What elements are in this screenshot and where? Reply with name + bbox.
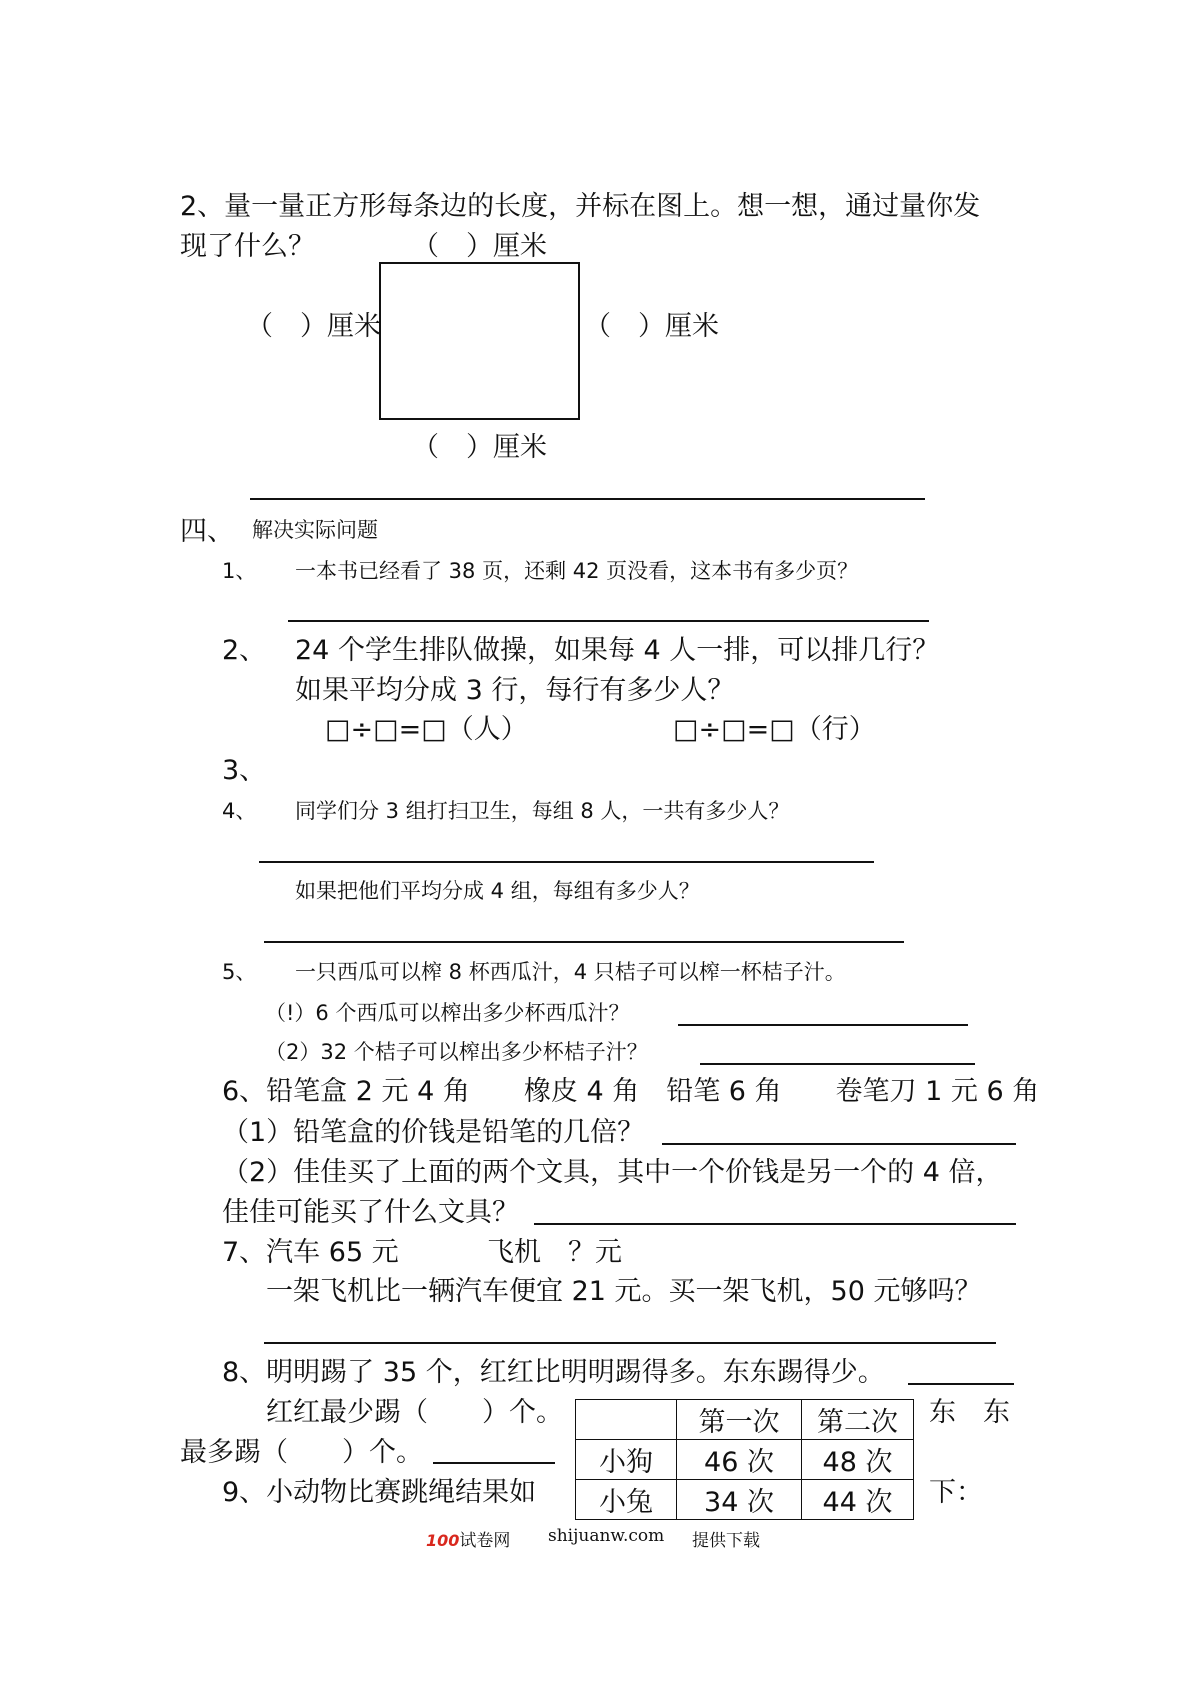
p9-text-end: 下： [929, 1477, 983, 1508]
p5-sub2-answer-line [700, 1063, 975, 1065]
footer-domain: shijuanw.com [548, 1526, 665, 1546]
p4-text-line1: 同学们分 3 组打扫卫生，每组 8 人，一共有多少人？ [295, 799, 790, 823]
p2-text-line1: 24 个学生排队做操，如果每 4 人一排，可以排几行？ [295, 635, 940, 666]
p3-number: 3、 [222, 755, 267, 786]
square-top-label: （ ）厘米 [412, 231, 547, 262]
table-cell: 46 次 [677, 1440, 802, 1480]
p7-question: 一架飞机比一辆汽车便宜 21 元。买一架飞机，50 元够吗？ [266, 1276, 982, 1307]
p6-sub2-line1: （2）佳佳买了上面的两个文具，其中一个价钱是另一个的 4 倍， [222, 1157, 1003, 1188]
p2-number: 2、 [222, 635, 267, 666]
table-cell: 44 次 [802, 1480, 914, 1520]
p2-formula-people: □÷□=□（人） [325, 714, 528, 745]
square-right-label: （ ）厘米 [584, 311, 719, 342]
p6-prices: 6、铅笔盒 2 元 4 角 橡皮 4 角 铅笔 6 角 卷笔刀 1 元 6 角 [222, 1076, 1040, 1107]
table-row [576, 1440, 914, 1480]
q2-text-line2: 现了什么？ [180, 231, 315, 262]
table-cell: 34 次 [677, 1480, 802, 1520]
table-header-cell: 第二次 [802, 1400, 914, 1440]
p9-text: 9、小动物比赛跳绳结果如 [222, 1477, 537, 1508]
table-cell: 48 次 [802, 1440, 914, 1480]
p4-text-line2: 如果把他们平均分成 4 组，每组有多少人？ [295, 879, 700, 903]
p1-number: 1、 [222, 559, 257, 583]
p5-sub1-answer-line [678, 1024, 968, 1026]
p8-text-line2-right: 东 东 [929, 1397, 1010, 1428]
p8-answer-line1 [908, 1383, 1014, 1385]
p1-text: 一本书已经看了 38 页，还剩 42 页没看，这本书有多少页？ [295, 559, 859, 583]
p7-car-price: 7、汽车 65 元 [222, 1237, 399, 1268]
section-title: 解决实际问题 [252, 518, 378, 542]
table-header-row [576, 1400, 914, 1440]
table-header-cell [576, 1400, 677, 1440]
p4-answer-line1 [259, 861, 874, 863]
table-header-cell: 第一次 [677, 1400, 802, 1440]
table-cell: 小兔 [576, 1480, 677, 1520]
p6-sub2-line2: 佳佳可能买了什么文具？ [222, 1197, 519, 1228]
section-number: 四、 [180, 516, 234, 547]
p7-plane-price: 飞机 ？元 [487, 1237, 622, 1268]
q2-text-line1: 2、量一量正方形每条边的长度，并标在图上。想一想，通过量你发 [180, 191, 981, 222]
p5-sub2: （2）32 个桔子可以榨出多少杯桔子汁？ [265, 1040, 648, 1064]
table-cell: 小狗 [576, 1440, 677, 1480]
p8-text-line1: 8、明明踢了 35 个，红红比明明踢得多。东东踢得少。 [222, 1357, 885, 1388]
footer-site-name: 试卷网 [459, 1531, 511, 1551]
footer-brand [426, 1526, 510, 1551]
p2-text-line2: 如果平均分成 3 行，每行有多少人？ [295, 675, 735, 706]
p7-answer-line [264, 1342, 996, 1344]
p6-sub2-answer-line [534, 1223, 1016, 1225]
p1-answer-line [288, 620, 929, 622]
p5-sub1: （!）6 个西瓜可以榨出多少杯西瓜汁？ [265, 1001, 630, 1025]
q2-answer-line [250, 498, 925, 500]
p4-number: 4、 [222, 799, 257, 823]
square-bottom-label: （ ）厘米 [412, 432, 547, 463]
footer-logo: 100 [426, 1531, 460, 1550]
p6-sub1: （1）铅笔盒的价钱是铅笔的几倍？ [222, 1117, 645, 1148]
p6-sub1-answer-line [662, 1143, 1016, 1145]
p8-text-line2: 红红最少踢（ ）个。 [266, 1397, 563, 1428]
p2-formula-rows: □÷□=□（行） [673, 714, 876, 745]
p8-text-line3: 最多踢（ ）个。 [180, 1437, 423, 1468]
p8-answer-line2 [433, 1462, 555, 1464]
square-left-label: （ ）厘米 [246, 311, 381, 342]
square-figure [379, 262, 580, 420]
jump-rope-table [575, 1399, 914, 1520]
table-row [576, 1480, 914, 1520]
footer-note: 提供下载 [692, 1531, 760, 1551]
p5-text: 一只西瓜可以榨 8 杯西瓜汁，4 只桔子可以榨一杯桔子汁。 [295, 960, 846, 984]
p5-number: 5、 [222, 960, 257, 984]
p4-answer-line2 [264, 941, 904, 943]
